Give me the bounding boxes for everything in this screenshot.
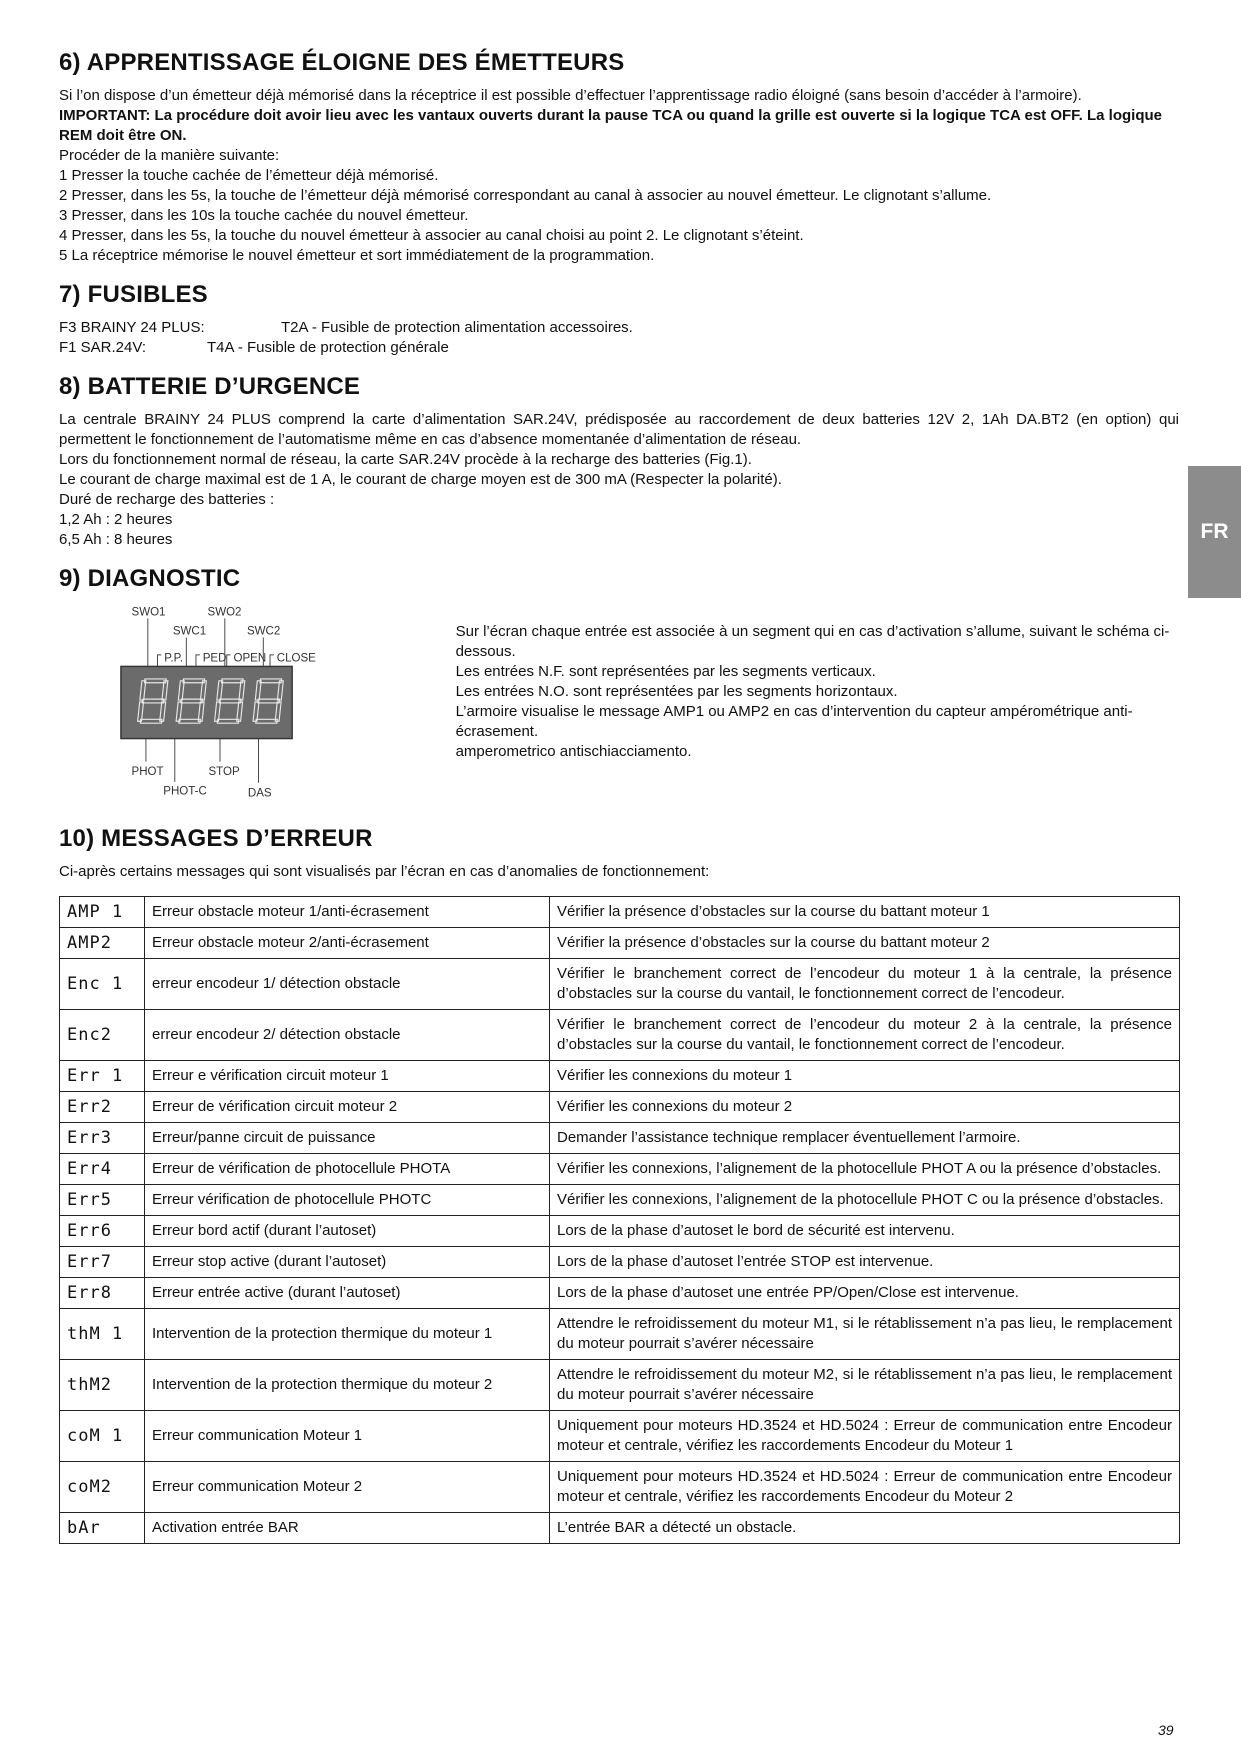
error-action: Demander l’assistance technique remplacer éventuellement l’armoire. — [550, 1123, 1180, 1154]
diagnostic-line: Les entrées N.F. sont représentées par les segments verticaux. — [455, 663, 876, 680]
fuse-key: F1 SAR.24V: — [59, 339, 146, 356]
error-code: Err5 — [60, 1185, 145, 1216]
table-row — [60, 1092, 1180, 1123]
label-open: OPEN — [233, 652, 267, 665]
section-8 — [59, 372, 1179, 550]
fuse-value: T4A - Fusible de protection générale — [207, 339, 449, 356]
error-action: Vérifier le branchement correct de l’encodeur du moteur 1 à la centrale, la présence d’obstacles sur la course du vantail, le fonctionnement correct de l’encodeur. — [550, 959, 1180, 1010]
error-action: Attendre le refroidissement du moteur M1, si le rétablissement n’a pas lieu, le remplacement du moteur pourrait s’avérer nécessaire — [550, 1309, 1180, 1360]
error-message: Intervention de la protection thermique du moteur 1 — [145, 1309, 550, 1360]
table-row — [60, 1061, 1180, 1092]
table-row — [60, 959, 1180, 1010]
table-row — [60, 1462, 1180, 1513]
table-row — [60, 1411, 1180, 1462]
label-phot: PHOT — [131, 766, 164, 779]
step-item: 2 Presser, dans les 5s, la touche de l’émetteur déjà mémorisé correspondant au canal à associer au nouvel émetteur. Le clignotant s’allume. — [59, 187, 992, 204]
error-message: Erreur communication Moteur 2 — [145, 1462, 550, 1513]
error-message: Erreur de vérification de photocellule PHOTA — [145, 1154, 550, 1185]
battery-line: 1,2 Ah : 2 heures — [59, 511, 173, 528]
page-number: 39 — [1158, 1722, 1174, 1738]
table-row — [60, 897, 1180, 928]
label-swo2: SWO2 — [207, 606, 242, 619]
error-code: coM 1 — [60, 1411, 145, 1462]
table-row — [60, 1216, 1180, 1247]
error-action: Vérifier les connexions, l’alignement de la photocellule PHOT C ou la présence d’obstacles. — [550, 1185, 1180, 1216]
diagnostic-line: Sur l’écran chaque entrée est associée à un segment qui en cas d’activation s’allume, suivant le schéma ci-dessous. — [455, 623, 1170, 660]
language-tab: FR — [1188, 466, 1241, 598]
battery-line: Le courant de charge maximal est de 1 A, le courant de charge moyen est de 300 mA (Respecter la polarité). — [59, 471, 782, 488]
section-7-title: 7) FUSIBLES — [59, 281, 208, 308]
section-6-procedure: Procéder de la manière suivante: — [59, 147, 280, 164]
battery-line: La centrale BRAINY 24 PLUS comprend la carte d’alimentation SAR.24V, prédisposée au raccordement de deux batteries 12V 2, 1Ah DA.BT2 (en option) qui permettent le fonctionnement de l’automatisme même en cas d’absence momentanée d’alimentation de réseau. — [59, 411, 1179, 448]
fuse-value: T2A - Fusible de protection alimentation accessoires. — [281, 319, 633, 336]
error-action: Vérifier la présence d’obstacles sur la course du battant moteur 1 — [550, 897, 1180, 928]
error-code: AMP 1 — [60, 897, 145, 928]
error-action: L’entrée BAR a détecté un obstacle. — [550, 1513, 1180, 1544]
table-row — [60, 1154, 1180, 1185]
diagnostic-line: Les entrées N.O. sont représentées par les segments horizontaux. — [455, 683, 898, 700]
error-message: Erreur stop active (durant l’autoset) — [145, 1247, 550, 1278]
error-code: Enc2 — [60, 1010, 145, 1061]
label-stop: STOP — [208, 766, 240, 779]
error-action: Vérifier la présence d’obstacles sur la course du battant moteur 2 — [550, 928, 1180, 959]
page-content — [59, 48, 1179, 1558]
error-code: coM2 — [60, 1462, 145, 1513]
error-message: erreur encodeur 2/ détection obstacle — [145, 1010, 550, 1061]
section-6-intro: Si l’on dispose d’un émetteur déjà mémorisé dans la réceptrice il est possible d’effectuer l’apprentissage radio éloigné (sans besoin d’accéder à l’armoire). — [59, 87, 1082, 104]
error-message: Erreur obstacle moteur 1/anti-écrasement — [145, 897, 550, 928]
table-row — [60, 1278, 1180, 1309]
error-code: Err4 — [60, 1154, 145, 1185]
table-row — [60, 1185, 1180, 1216]
table-row — [60, 1247, 1180, 1278]
label-swc1: SWC1 — [172, 625, 207, 638]
error-message: Erreur de vérification circuit moteur 2 — [145, 1092, 550, 1123]
error-message: Erreur bord actif (durant l’autoset) — [145, 1216, 550, 1247]
error-code: Err7 — [60, 1247, 145, 1278]
diagnostic-text — [456, 622, 1179, 762]
label-swc2: SWC2 — [246, 625, 281, 638]
label-ped: PED — [202, 652, 227, 665]
table-row — [60, 1309, 1180, 1360]
label-pp: P.P. — [164, 652, 184, 665]
step-item: 1 Presser la touche cachée de l’émetteur déjà mémorisé. — [59, 167, 439, 184]
error-message: Intervention de la protection thermique du moteur 2 — [145, 1360, 550, 1411]
step-item: 5 La réceptrice mémorise le nouvel émetteur et sort immédiatement de la programmation. — [59, 247, 655, 264]
label-photc: PHOT-C — [163, 785, 207, 798]
label-close: CLOSE — [276, 652, 316, 665]
error-message: Erreur e vérification circuit moteur 1 — [145, 1061, 550, 1092]
diagnostic-line: amperometrico antischiacciamento. — [455, 743, 692, 760]
battery-line: Duré de recharge des batteries : — [59, 491, 275, 508]
error-message: Erreur communication Moteur 1 — [145, 1411, 550, 1462]
step-item: 4 Presser, dans les 5s, la touche du nouvel émetteur à associer au canal choisi au point 2. Le clignotant s’éteint. — [59, 227, 804, 244]
fuse-key: F3 BRAINY 24 PLUS: — [59, 319, 205, 336]
error-message: Erreur entrée active (durant l’autoset) — [145, 1278, 550, 1309]
table-row — [60, 1513, 1180, 1544]
error-action: Vérifier les connexions, l’alignement de la photocellule PHOT A ou la présence d’obstacles. — [550, 1154, 1180, 1185]
error-code: Err3 — [60, 1123, 145, 1154]
error-code: Err8 — [60, 1278, 145, 1309]
error-message: Erreur obstacle moteur 2/anti-écrasement — [145, 928, 550, 959]
error-code: Err2 — [60, 1092, 145, 1123]
error-message: Activation entrée BAR — [145, 1513, 550, 1544]
error-action: Vérifier les connexions du moteur 1 — [550, 1061, 1180, 1092]
error-action: Lors de la phase d’autoset une entrée PP/Open/Close est intervenue. — [550, 1278, 1180, 1309]
section-9 — [59, 564, 1179, 802]
error-action: Lors de la phase d’autoset le bord de sécurité est intervenu. — [550, 1216, 1180, 1247]
section-10-intro: Ci-après certains messages qui sont visualisés par l’écran en cas d’anomalies de fonctionnement: — [59, 863, 710, 880]
diagnostic-line: L’armoire visualise le message AMP1 ou AMP2 en cas d’intervention du capteur ampérométrique anti-écrasement. — [455, 703, 1133, 740]
section-9-title: 9) DIAGNOSTIC — [59, 565, 241, 592]
section-8-title: 8) BATTERIE D’URGENCE — [59, 373, 361, 400]
error-code: thM 1 — [60, 1309, 145, 1360]
section-6 — [59, 48, 1179, 266]
error-action: Lors de la phase d’autoset l’entrée STOP est intervenue. — [550, 1247, 1180, 1278]
error-action: Uniquement pour moteurs HD.3524 et HD.5024 : Erreur de communication entre Encodeur moteur et centrale, vérifiez les raccordements Encodeur du Moteur 2 — [550, 1462, 1180, 1513]
error-action: Vérifier les connexions du moteur 2 — [550, 1092, 1180, 1123]
error-code: bAr — [60, 1513, 145, 1544]
error-code: thM2 — [60, 1360, 145, 1411]
battery-line: Lors du fonctionnement normal de réseau, la carte SAR.24V procède à la recharge des batteries (Fig.1). — [59, 451, 752, 468]
error-action: Uniquement pour moteurs HD.3524 et HD.5024 : Erreur de communication entre Encodeur moteur et centrale, vérifiez les raccordements Encodeur du Moteur 1 — [550, 1411, 1180, 1462]
section-6-important: IMPORTANT: La procédure doit avoir lieu avec les vantaux ouverts durant la pause TCA ou quand la grille est ouverte si la logique TCA est OFF. La logique REM doit être ON. — [59, 107, 1162, 144]
fuse-row — [59, 318, 1179, 338]
section-10 — [59, 824, 1179, 1544]
label-das: DAS — [247, 787, 272, 800]
section-10-title: 10) MESSAGES D’ERREUR — [59, 825, 373, 852]
fuse-row — [59, 338, 1179, 358]
table-row — [60, 1360, 1180, 1411]
error-code: Enc 1 — [60, 959, 145, 1010]
battery-line: 6,5 Ah : 8 heures — [59, 531, 173, 548]
section-7 — [59, 280, 1179, 358]
error-code: Err 1 — [60, 1061, 145, 1092]
section-6-title: 6) APPRENTISSAGE ÉLOIGNE DES ÉMETTEURS — [59, 49, 625, 76]
error-table — [59, 896, 1180, 1544]
error-action: Vérifier le branchement correct de l’encodeur du moteur 2 à la centrale, la présence d’obstacles sur la course du vantail, le fonctionnement correct de l’encodeur. — [550, 1010, 1180, 1061]
table-row — [60, 1123, 1180, 1154]
error-message: Erreur vérification de photocellule PHOTC — [145, 1185, 550, 1216]
table-row — [60, 1010, 1180, 1061]
label-swo1: SWO1 — [131, 606, 166, 619]
display-diagram — [119, 602, 408, 802]
error-action: Attendre le refroidissement du moteur M2, si le rétablissement n’a pas lieu, le remplacement du moteur pourrait s’avérer nécessaire — [550, 1360, 1180, 1411]
error-message: Erreur/panne circuit de puissance — [145, 1123, 550, 1154]
error-code: Err6 — [60, 1216, 145, 1247]
error-code: AMP2 — [60, 928, 145, 959]
diagnostic-block — [59, 602, 1179, 802]
error-message: erreur encodeur 1/ détection obstacle — [145, 959, 550, 1010]
table-row — [60, 928, 1180, 959]
step-item: 3 Presser, dans les 10s la touche cachée du nouvel émetteur. — [59, 207, 469, 224]
